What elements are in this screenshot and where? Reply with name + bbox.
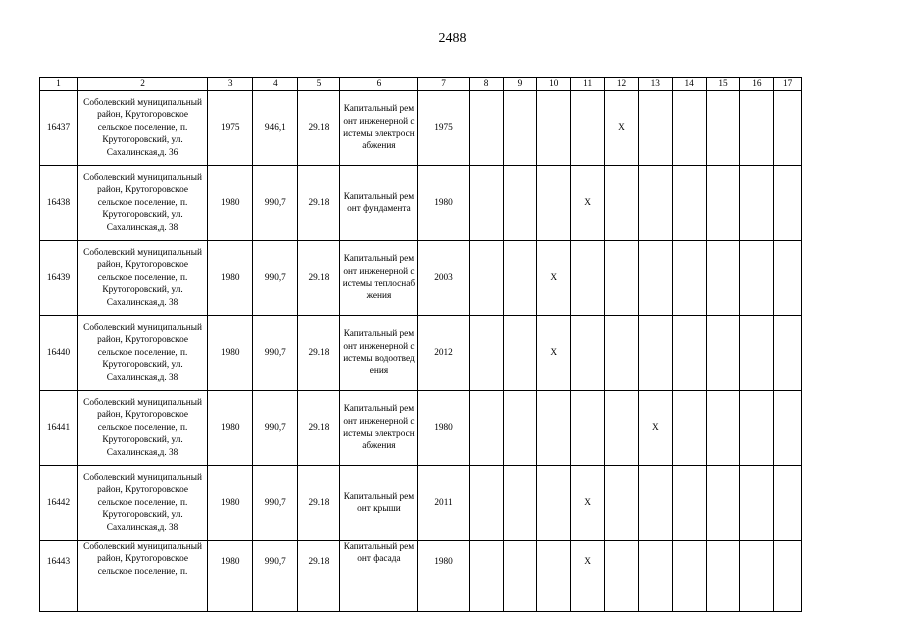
area-cell: 990,7 — [253, 391, 298, 466]
empty-cell — [469, 466, 503, 541]
address-cell: Соболевский муниципальный район, Крутогоровское сельское поселение, п. Крутогоровский, ул. Сахалинская,д. 38 — [77, 466, 207, 541]
empty-cell — [469, 241, 503, 316]
mark-cell: X — [571, 466, 605, 541]
empty-cell — [537, 91, 571, 166]
empty-cell — [774, 541, 802, 612]
build-year-cell: 1980 — [208, 466, 253, 541]
work-type-cell: Капитальный ремонт инженерной системы теплоснабжения — [340, 241, 418, 316]
mark-cell: X — [537, 316, 571, 391]
empty-cell — [774, 316, 802, 391]
work-type-cell: Капитальный ремонт инженерной системы электроснабжения — [340, 91, 418, 166]
area-cell: 990,7 — [253, 466, 298, 541]
empty-cell — [774, 391, 802, 466]
plan-year-cell: 1975 — [418, 91, 469, 166]
table-row — [40, 316, 802, 391]
row-id: 16443 — [40, 541, 78, 612]
work-type-cell: Капитальный ремонт крыши — [340, 466, 418, 541]
empty-cell — [672, 391, 706, 466]
empty-cell — [706, 241, 740, 316]
empty-cell — [740, 316, 774, 391]
empty-cell — [740, 391, 774, 466]
column-header: 10 — [537, 78, 571, 91]
plan-year-cell: 2003 — [418, 241, 469, 316]
empty-cell — [638, 166, 672, 241]
empty-cell — [774, 91, 802, 166]
empty-cell — [638, 466, 672, 541]
column-header: 9 — [503, 78, 537, 91]
build-year-cell: 1980 — [208, 166, 253, 241]
empty-cell — [774, 241, 802, 316]
empty-cell — [469, 166, 503, 241]
column-number-row — [40, 78, 802, 91]
plan-year-cell: 2012 — [418, 316, 469, 391]
row-id: 16442 — [40, 466, 78, 541]
code-cell: 29.18 — [298, 391, 340, 466]
empty-cell — [672, 466, 706, 541]
row-id: 16437 — [40, 91, 78, 166]
column-header: 4 — [253, 78, 298, 91]
empty-cell — [605, 316, 639, 391]
table-row — [40, 166, 802, 241]
empty-cell — [740, 241, 774, 316]
mark-cell: X — [571, 166, 605, 241]
column-header: 15 — [706, 78, 740, 91]
empty-cell — [672, 541, 706, 612]
table-row — [40, 541, 802, 612]
empty-cell — [537, 391, 571, 466]
empty-cell — [740, 466, 774, 541]
plan-year-cell: 1980 — [418, 541, 469, 612]
empty-cell — [638, 541, 672, 612]
empty-cell — [706, 316, 740, 391]
empty-cell — [706, 466, 740, 541]
code-cell: 29.18 — [298, 316, 340, 391]
empty-cell — [706, 391, 740, 466]
empty-cell — [469, 316, 503, 391]
empty-cell — [571, 241, 605, 316]
empty-cell — [672, 316, 706, 391]
column-header: 7 — [418, 78, 469, 91]
address-cell: Соболевский муниципальный район, Крутогоровское сельское поселение, п. Крутогоровский, ул. Сахалинская,д. 38 — [77, 316, 207, 391]
table-row — [40, 91, 802, 166]
column-header: 8 — [469, 78, 503, 91]
work-type-cell: Капитальный ремонт инженерной системы водоотведения — [340, 316, 418, 391]
row-id: 16440 — [40, 316, 78, 391]
row-id: 16441 — [40, 391, 78, 466]
mark-cell: X — [638, 391, 672, 466]
build-year-cell: 1975 — [208, 91, 253, 166]
empty-cell — [605, 541, 639, 612]
empty-cell — [706, 541, 740, 612]
build-year-cell: 1980 — [208, 241, 253, 316]
empty-cell — [503, 166, 537, 241]
address-cell: Соболевский муниципальный район, Крутогоровское сельское поселение, п. — [77, 541, 207, 612]
table-row — [40, 391, 802, 466]
plan-year-cell: 2011 — [418, 466, 469, 541]
column-header: 13 — [638, 78, 672, 91]
column-header: 3 — [208, 78, 253, 91]
empty-cell — [605, 391, 639, 466]
row-id: 16439 — [40, 241, 78, 316]
empty-cell — [503, 466, 537, 541]
mark-cell: X — [537, 241, 571, 316]
area-cell: 990,7 — [253, 241, 298, 316]
plan-year-cell: 1980 — [418, 166, 469, 241]
empty-cell — [537, 466, 571, 541]
work-type-cell: Капитальный ремонт инженерной системы электроснабжения — [340, 391, 418, 466]
empty-cell — [672, 241, 706, 316]
empty-cell — [740, 541, 774, 612]
column-header: 14 — [672, 78, 706, 91]
empty-cell — [672, 166, 706, 241]
mark-cell: X — [605, 91, 639, 166]
empty-cell — [638, 91, 672, 166]
empty-cell — [503, 91, 537, 166]
code-cell: 29.18 — [298, 541, 340, 612]
area-cell: 990,7 — [253, 541, 298, 612]
row-id: 16438 — [40, 166, 78, 241]
address-cell: Соболевский муниципальный район, Крутогоровское сельское поселение, п. Крутогоровский, ул. Сахалинская,д. 38 — [77, 391, 207, 466]
empty-cell — [605, 166, 639, 241]
page-number: 2488 — [438, 31, 467, 46]
area-cell: 990,7 — [253, 316, 298, 391]
empty-cell — [571, 391, 605, 466]
code-cell: 29.18 — [298, 241, 340, 316]
repair-schedule-table — [39, 77, 802, 612]
work-type-cell: Капитальный ремонт фасада — [340, 541, 418, 612]
empty-cell — [638, 316, 672, 391]
column-header: 17 — [774, 78, 802, 91]
work-type-cell: Капитальный ремонт фундамента — [340, 166, 418, 241]
table-row — [40, 466, 802, 541]
column-header: 1 — [40, 78, 78, 91]
empty-cell — [469, 91, 503, 166]
column-header: 11 — [571, 78, 605, 91]
mark-cell: X — [571, 541, 605, 612]
empty-cell — [469, 391, 503, 466]
empty-cell — [469, 541, 503, 612]
empty-cell — [571, 91, 605, 166]
area-cell: 946,1 — [253, 91, 298, 166]
column-header: 2 — [77, 78, 207, 91]
column-header: 16 — [740, 78, 774, 91]
empty-cell — [503, 541, 537, 612]
empty-cell — [537, 166, 571, 241]
empty-cell — [638, 241, 672, 316]
empty-cell — [774, 166, 802, 241]
code-cell: 29.18 — [298, 466, 340, 541]
empty-cell — [706, 91, 740, 166]
address-cell: Соболевский муниципальный район, Крутогоровское сельское поселение, п. Крутогоровский, ул. Сахалинская,д. 36 — [77, 91, 207, 166]
column-header: 5 — [298, 78, 340, 91]
empty-cell — [740, 91, 774, 166]
plan-year-cell: 1980 — [418, 391, 469, 466]
empty-cell — [605, 241, 639, 316]
empty-cell — [503, 316, 537, 391]
empty-cell — [503, 391, 537, 466]
area-cell: 990,7 — [253, 166, 298, 241]
empty-cell — [672, 91, 706, 166]
column-header: 12 — [605, 78, 639, 91]
column-header: 6 — [340, 78, 418, 91]
empty-cell — [571, 316, 605, 391]
code-cell: 29.18 — [298, 166, 340, 241]
address-cell: Соболевский муниципальный район, Крутогоровское сельское поселение, п. Крутогоровский, ул. Сахалинская,д. 38 — [77, 166, 207, 241]
empty-cell — [740, 166, 774, 241]
empty-cell — [706, 166, 740, 241]
code-cell: 29.18 — [298, 91, 340, 166]
empty-cell — [605, 466, 639, 541]
build-year-cell: 1980 — [208, 541, 253, 612]
empty-cell — [774, 466, 802, 541]
build-year-cell: 1980 — [208, 391, 253, 466]
table-row — [40, 241, 802, 316]
empty-cell — [537, 541, 571, 612]
address-cell: Соболевский муниципальный район, Крутогоровское сельское поселение, п. Крутогоровский, ул. Сахалинская,д. 38 — [77, 241, 207, 316]
empty-cell — [503, 241, 537, 316]
build-year-cell: 1980 — [208, 316, 253, 391]
